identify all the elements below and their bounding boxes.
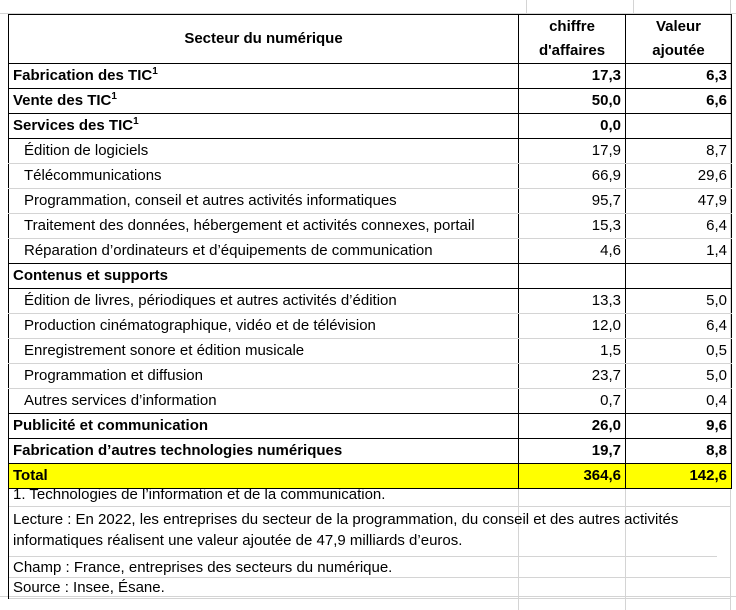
sector-label[interactable]: [9, 89, 519, 114]
subcategory-row: [9, 364, 732, 389]
value-added-cell[interactable]: [626, 264, 732, 289]
sector-label[interactable]: [9, 189, 519, 214]
revenue-cell[interactable]: 0,0: [519, 114, 626, 139]
sector-label-text: Édition de livres, périodiques et autres activités d’édition: [24, 292, 397, 309]
footnote-marker: 1: [133, 116, 139, 127]
sector-label[interactable]: [9, 364, 519, 389]
revenue-cell[interactable]: 15,3: [519, 214, 626, 239]
sector-label-text: Services des TIC: [13, 117, 134, 134]
revenue-cell[interactable]: 17,3: [519, 64, 626, 89]
value-added-cell[interactable]: 9,6: [626, 414, 732, 439]
header-row: [9, 15, 732, 64]
revenue-cell[interactable]: 1,5: [519, 339, 626, 364]
value-added-cell[interactable]: 6,4: [626, 314, 732, 339]
sector-label[interactable]: [9, 164, 519, 189]
value-added-cell[interactable]: 0,4: [626, 389, 732, 414]
category-row: [9, 414, 732, 439]
sector-label[interactable]: [9, 314, 519, 339]
sector-label[interactable]: [9, 414, 519, 439]
subcategory-row: [9, 214, 732, 239]
subcategory-row: [9, 339, 732, 364]
value-added-cell[interactable]: [626, 114, 732, 139]
value-added-cell[interactable]: 29,6: [626, 164, 732, 189]
sector-label-text: Fabrication d’autres technologies numériques: [13, 442, 343, 459]
note-lecture[interactable]: Lecture : En 2022, les entreprises du secteur de la programmation, du conseil et des autres activités informatiques réalisent une valeur ajoutée de 47,9 milliards d’euros.: [9, 507, 717, 557]
category-row: [9, 89, 732, 114]
sector-label[interactable]: [9, 339, 519, 364]
category-row: [9, 64, 732, 89]
sector-label[interactable]: [9, 264, 519, 289]
note-source[interactable]: Source : Insee, Ésane.: [9, 578, 731, 599]
sector-label-text: Programmation, conseil et autres activités informatiques: [24, 192, 397, 209]
sector-label[interactable]: [9, 239, 519, 264]
header-revenue[interactable]: chiffre d'affaires: [519, 15, 626, 64]
subcategory-row: [9, 314, 732, 339]
revenue-cell[interactable]: 23,7: [519, 364, 626, 389]
subcategory-row: [9, 289, 732, 314]
category-row: [9, 439, 732, 464]
gridline: [633, 0, 634, 14]
total-value-added[interactable]: 142,6: [626, 464, 732, 489]
value-added-cell[interactable]: 0,5: [626, 339, 732, 364]
revenue-cell[interactable]: 50,0: [519, 89, 626, 114]
revenue-cell[interactable]: 4,6: [519, 239, 626, 264]
value-added-cell[interactable]: 6,3: [626, 64, 732, 89]
sector-label[interactable]: [9, 139, 519, 164]
sector-label-text: Enregistrement sonore et édition musicale: [24, 342, 305, 359]
sector-label-text: Vente des TIC: [13, 92, 112, 109]
sector-label[interactable]: [9, 389, 519, 414]
revenue-cell[interactable]: 17,9: [519, 139, 626, 164]
value-added-cell[interactable]: 8,8: [626, 439, 732, 464]
subcategory-row: [9, 239, 732, 264]
sector-label-text: Production cinématographique, vidéo et de télévision: [24, 317, 376, 334]
revenue-cell[interactable]: 19,7: [519, 439, 626, 464]
sector-label-text: Télécommunications: [24, 167, 162, 184]
sector-label[interactable]: [9, 439, 519, 464]
total-revenue[interactable]: 364,6: [519, 464, 626, 489]
revenue-cell[interactable]: 26,0: [519, 414, 626, 439]
revenue-cell[interactable]: 66,9: [519, 164, 626, 189]
value-added-cell[interactable]: 47,9: [626, 189, 732, 214]
total-label[interactable]: Total: [9, 464, 519, 489]
sector-label[interactable]: [9, 289, 519, 314]
sector-label-text: Édition de logiciels: [24, 142, 149, 159]
sector-label[interactable]: [9, 114, 519, 139]
category-row: [9, 114, 732, 139]
footnote-marker: 1: [111, 91, 117, 102]
value-added-cell[interactable]: 6,4: [626, 214, 732, 239]
sector-label-text: Contenus et supports: [13, 267, 169, 284]
sector-label-text: Programmation et diffusion: [24, 367, 203, 384]
subcategory-row: [9, 139, 732, 164]
revenue-cell[interactable]: 13,3: [519, 289, 626, 314]
sector-label[interactable]: [9, 214, 519, 239]
revenue-cell[interactable]: [519, 264, 626, 289]
sector-label-text: Autres services d’information: [24, 392, 217, 409]
value-added-cell[interactable]: 5,0: [626, 289, 732, 314]
header-value-added[interactable]: Valeur ajoutée: [626, 15, 732, 64]
value-added-cell[interactable]: 5,0: [626, 364, 732, 389]
value-added-cell[interactable]: 6,6: [626, 89, 732, 114]
subcategory-row: [9, 164, 732, 189]
footnote-marker: 1: [152, 66, 158, 77]
revenue-cell[interactable]: 12,0: [519, 314, 626, 339]
sector-table: [8, 14, 732, 489]
note-champ[interactable]: Champ : France, entreprises des secteurs du numérique.: [9, 557, 731, 578]
subcategory-row: [9, 389, 732, 414]
notes: [8, 484, 731, 599]
sector-label-text: Fabrication des TIC: [13, 67, 153, 84]
sector-label-text: Réparation d’ordinateurs et d’équipements de communication: [24, 242, 433, 259]
subcategory-row: [9, 189, 732, 214]
revenue-cell[interactable]: 0,7: [519, 389, 626, 414]
value-added-cell[interactable]: 8,7: [626, 139, 732, 164]
sector-label-text: Publicité et communication: [13, 417, 209, 434]
category-row: [9, 264, 732, 289]
gridline: [526, 0, 527, 14]
sector-label-text: Traitement des données, hébergement et activités connexes, portail: [24, 217, 475, 234]
footnote-1[interactable]: 1. Technologies de l’information et de la communication.: [9, 484, 731, 507]
sector-label[interactable]: [9, 64, 519, 89]
revenue-cell[interactable]: 95,7: [519, 189, 626, 214]
value-added-cell[interactable]: 1,4: [626, 239, 732, 264]
header-sector[interactable]: Secteur du numérique: [9, 15, 519, 64]
